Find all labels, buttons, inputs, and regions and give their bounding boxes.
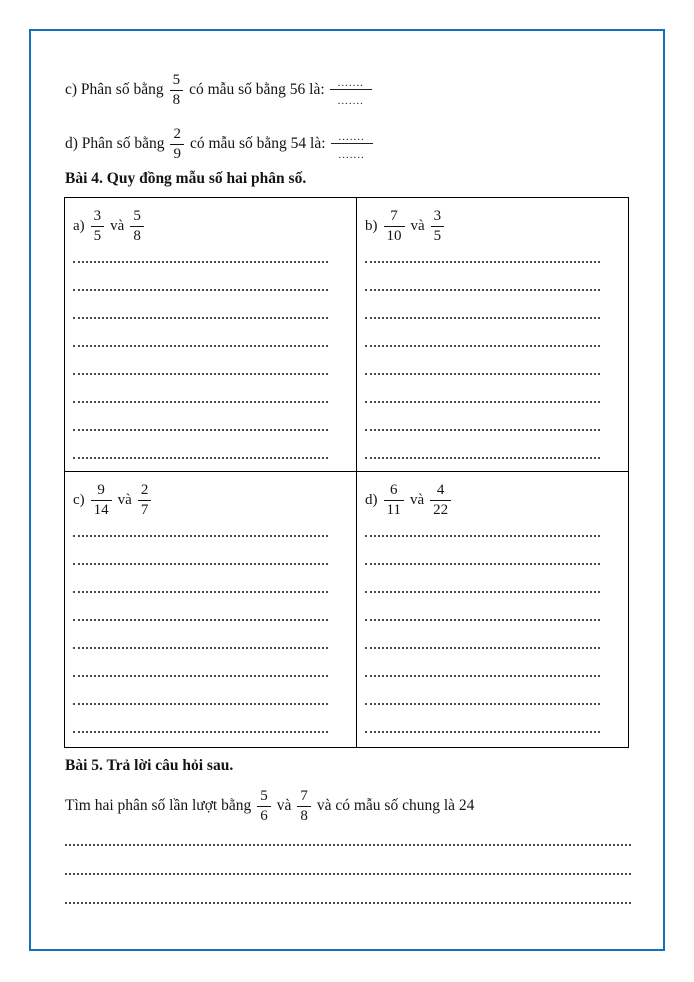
fraction [431, 208, 445, 245]
answer-line [65, 875, 631, 904]
answer-lines [73, 522, 356, 733]
cell-label: c) [73, 491, 85, 508]
fraction-denominator: 11 [386, 501, 401, 518]
answer-line [65, 830, 631, 846]
cell-label: a) [73, 217, 85, 234]
cell-c-header [73, 478, 356, 522]
table-cell-b [357, 198, 629, 472]
question-c-suffix: có mẫu số bằng 56 là: [189, 81, 325, 98]
table-cell-a [65, 198, 357, 472]
answer-line [73, 593, 328, 621]
fraction-denominator: 7 [140, 501, 149, 518]
answer-line [73, 263, 328, 291]
answer-line [73, 375, 328, 403]
fraction-denominator: 6 [260, 807, 268, 824]
answer-line [365, 522, 600, 537]
fraction-numerator: 6 [384, 482, 404, 501]
exercise-4-heading: Bài 4. Quy đồng mẫu số hai phân số. [65, 170, 307, 187]
answer-blank-numerator-dots: ....... [338, 131, 365, 143]
answer-line [73, 347, 328, 375]
answer-line [73, 403, 328, 431]
answer-line [73, 621, 328, 649]
answer-line [365, 319, 600, 347]
answer-line [365, 621, 600, 649]
fraction-numerator: 7 [384, 208, 405, 227]
fraction-bar [330, 89, 372, 90]
fraction [170, 126, 184, 163]
fraction [91, 482, 112, 519]
question-suffix: và có mẫu số chung là 24 [316, 797, 475, 814]
fraction-denominator: 5 [433, 227, 442, 244]
answer-line [73, 649, 328, 677]
fraction-numerator: 3 [431, 208, 445, 227]
answer-line [73, 291, 328, 319]
exercise-5-heading: Bài 5. Trả lời câu hỏi sau. [65, 757, 234, 774]
fraction [384, 208, 405, 245]
question-c-prefix: c) Phân số bằng [65, 81, 164, 98]
exercise-4-table [64, 197, 629, 748]
answer-line [365, 593, 600, 621]
answer-line [73, 537, 328, 565]
answer-line [365, 537, 600, 565]
fraction-numerator: 2 [170, 126, 184, 145]
worksheet-content [65, 60, 631, 904]
question-d-suffix: có mẫu số bằng 54 là: [189, 135, 326, 152]
answer-lines [73, 248, 356, 459]
fraction-numerator: 4 [430, 482, 451, 501]
cell-b-header [365, 204, 628, 248]
fraction-bar [331, 143, 373, 144]
fraction [91, 208, 105, 245]
fraction [130, 208, 144, 245]
answer-line [73, 522, 328, 537]
answer-line [365, 403, 600, 431]
answer-lines [365, 522, 628, 733]
exercise-5-answer-lines [65, 830, 631, 904]
answer-line [73, 431, 328, 459]
answer-line [365, 291, 600, 319]
answer-line [365, 347, 600, 375]
answer-line [73, 565, 328, 593]
question-d [65, 120, 631, 168]
answer-line [365, 431, 600, 459]
fraction [430, 482, 451, 519]
cell-d-header [365, 478, 628, 522]
fraction-numerator: 5 [257, 788, 271, 807]
fraction-denominator: 5 [93, 227, 102, 244]
answer-line [73, 705, 328, 733]
answer-line [365, 705, 600, 733]
question-c [65, 66, 631, 114]
exercise-5-question [65, 782, 631, 830]
cell-label: d) [365, 491, 378, 508]
answer-blank-fraction [330, 79, 372, 105]
cell-label: b) [365, 217, 378, 234]
answer-line [65, 846, 631, 875]
fraction [138, 482, 152, 519]
answer-line [365, 649, 600, 677]
fraction-numerator: 3 [91, 208, 105, 227]
fraction-denominator: 10 [386, 227, 402, 244]
fraction-numerator: 5 [130, 208, 144, 227]
answer-blank-denominator-dots: ....... [337, 95, 364, 107]
separator-label: và [117, 491, 132, 508]
separator-label: và [410, 217, 425, 234]
fraction [170, 72, 184, 109]
fraction-numerator: 7 [297, 788, 311, 807]
answer-line [365, 677, 600, 705]
table-cell-c [65, 472, 357, 748]
table-cell-d [357, 472, 629, 748]
answer-line [73, 677, 328, 705]
fraction [297, 788, 311, 825]
answer-lines [365, 248, 628, 459]
answer-line [365, 565, 600, 593]
separator-label: và [409, 491, 425, 508]
answer-blank-denominator-dots: ....... [338, 149, 365, 161]
fraction [384, 482, 404, 519]
fraction-denominator: 8 [133, 227, 141, 244]
fraction [257, 788, 271, 825]
fraction-numerator: 9 [91, 482, 112, 501]
answer-blank-fraction [331, 133, 373, 159]
answer-line [73, 248, 328, 263]
question-d-prefix: d) Phân số bằng [65, 135, 165, 152]
separator-label: và [276, 797, 292, 814]
separator-label: và [110, 217, 125, 234]
fraction-denominator: 8 [300, 807, 308, 824]
fraction-numerator: 5 [170, 72, 184, 91]
answer-line [365, 263, 600, 291]
answer-blank-numerator-dots: ....... [337, 77, 364, 89]
question-prefix: Tìm hai phân số lần lượt bằng [65, 797, 252, 814]
answer-line [365, 248, 600, 263]
answer-line [73, 319, 328, 347]
answer-line [365, 375, 600, 403]
fraction-numerator: 2 [138, 482, 152, 501]
fraction-denominator: 9 [173, 145, 181, 162]
fraction-denominator: 22 [433, 501, 449, 518]
fraction-denominator: 14 [93, 501, 109, 518]
cell-a-header [73, 204, 356, 248]
fraction-denominator: 8 [172, 91, 181, 108]
